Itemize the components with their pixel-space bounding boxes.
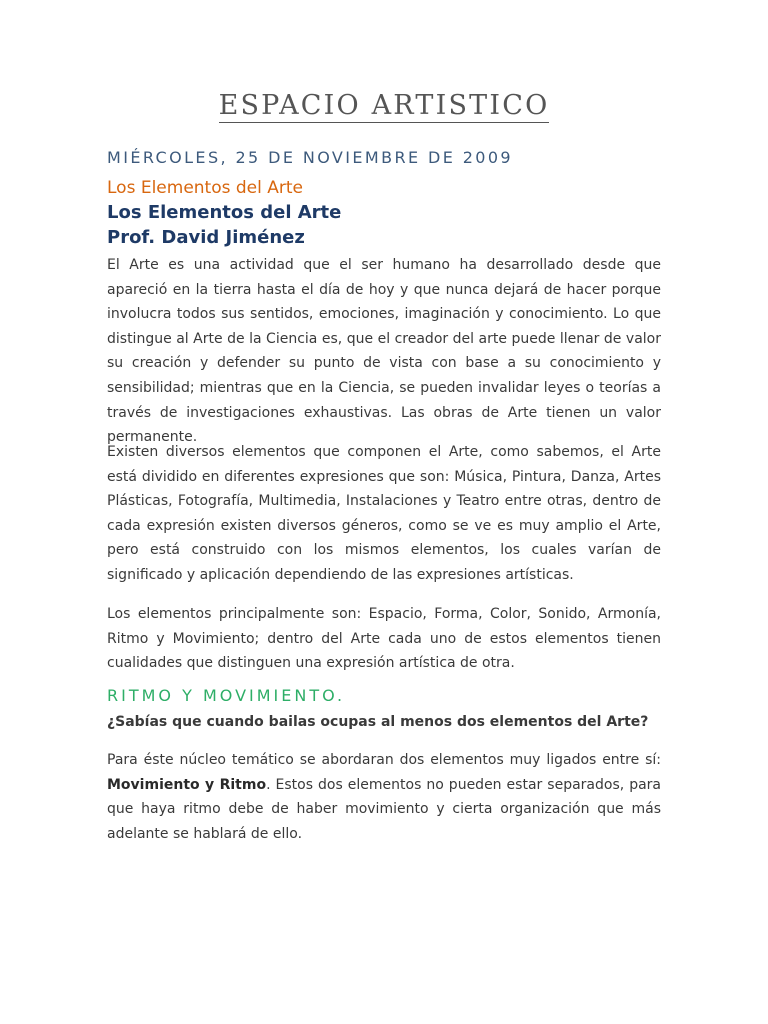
paragraph-elements: Existen diversos elementos que componen el Arte, como sabemos, el Arte está dividido en diferentes expresiones que son: Música, Pintura, Danza, Artes Plásticas, Fotografía, Multimedia, Instalaciones y Teatro entre otras, dentro de cada expresión existen diversos géneros, como se ve es muy amplio el Arte, pero está construido con los mismos elementos, los cuales varían de significado y aplicación dependiendo de las expresiones artísticas.: [107, 444, 661, 583]
paragraph-movement-start: Para éste núcleo temático se abordaran dos elementos muy ligados entre sí:: [107, 752, 661, 768]
blog-title-text[interactable]: ESPACIO ARTISTICO: [218, 90, 550, 121]
post-author: Prof. David Jiménez: [107, 227, 305, 248]
paragraph-movement: [107, 748, 661, 846]
blog-title[interactable]: [107, 90, 661, 122]
post-heading: Los Elementos del Arte: [107, 202, 342, 223]
paragraph-movement-bold: Movimiento y Ritmo: [107, 776, 267, 793]
paragraph-main-elements: Los elementos principalmente son: Espacio, Forma, Color, Sonido, Armonía, Ritmo y Movimiento; dentro del Arte cada uno de estos elementos tienen cualidades que distinguen una expresión artística de otra.: [107, 606, 661, 672]
question-text: ¿Sabías que cuando bailas ocupas al menos dos elementos del Arte?: [107, 714, 649, 730]
paragraph-movement-end: . Estos dos elementos no pueden estar separados, para que haya ritmo debe de haber movimiento y cierta organización que más adelante se hablará de ello.: [107, 776, 661, 842]
post-date: MIÉRCOLES, 25 DE NOVIEMBRE DE 2009: [107, 148, 514, 167]
section-heading-ritmo: RITMO Y MOVIMIENTO.: [107, 686, 346, 705]
paragraph-intro: El Arte es una actividad que el ser humano ha desarrollado desde que apareció en la tierra hasta el día de hoy y que nunca dejará de hacer porque involucra todos sus sentidos, emociones, imaginación y conocimiento. Lo que distingue al Arte de la Ciencia es, que el creador del arte puede llenar de valor su creación y defender su punto de vista con base a su conocimiento y sensibilidad; mientras que en la Ciencia, se pueden invalidar leyes o teorías a través de investigaciones exhaustivas. Las obras de Arte tienen un valor permanente.: [107, 257, 661, 446]
post-title-link[interactable]: Los Elementos del Arte: [107, 178, 303, 198]
